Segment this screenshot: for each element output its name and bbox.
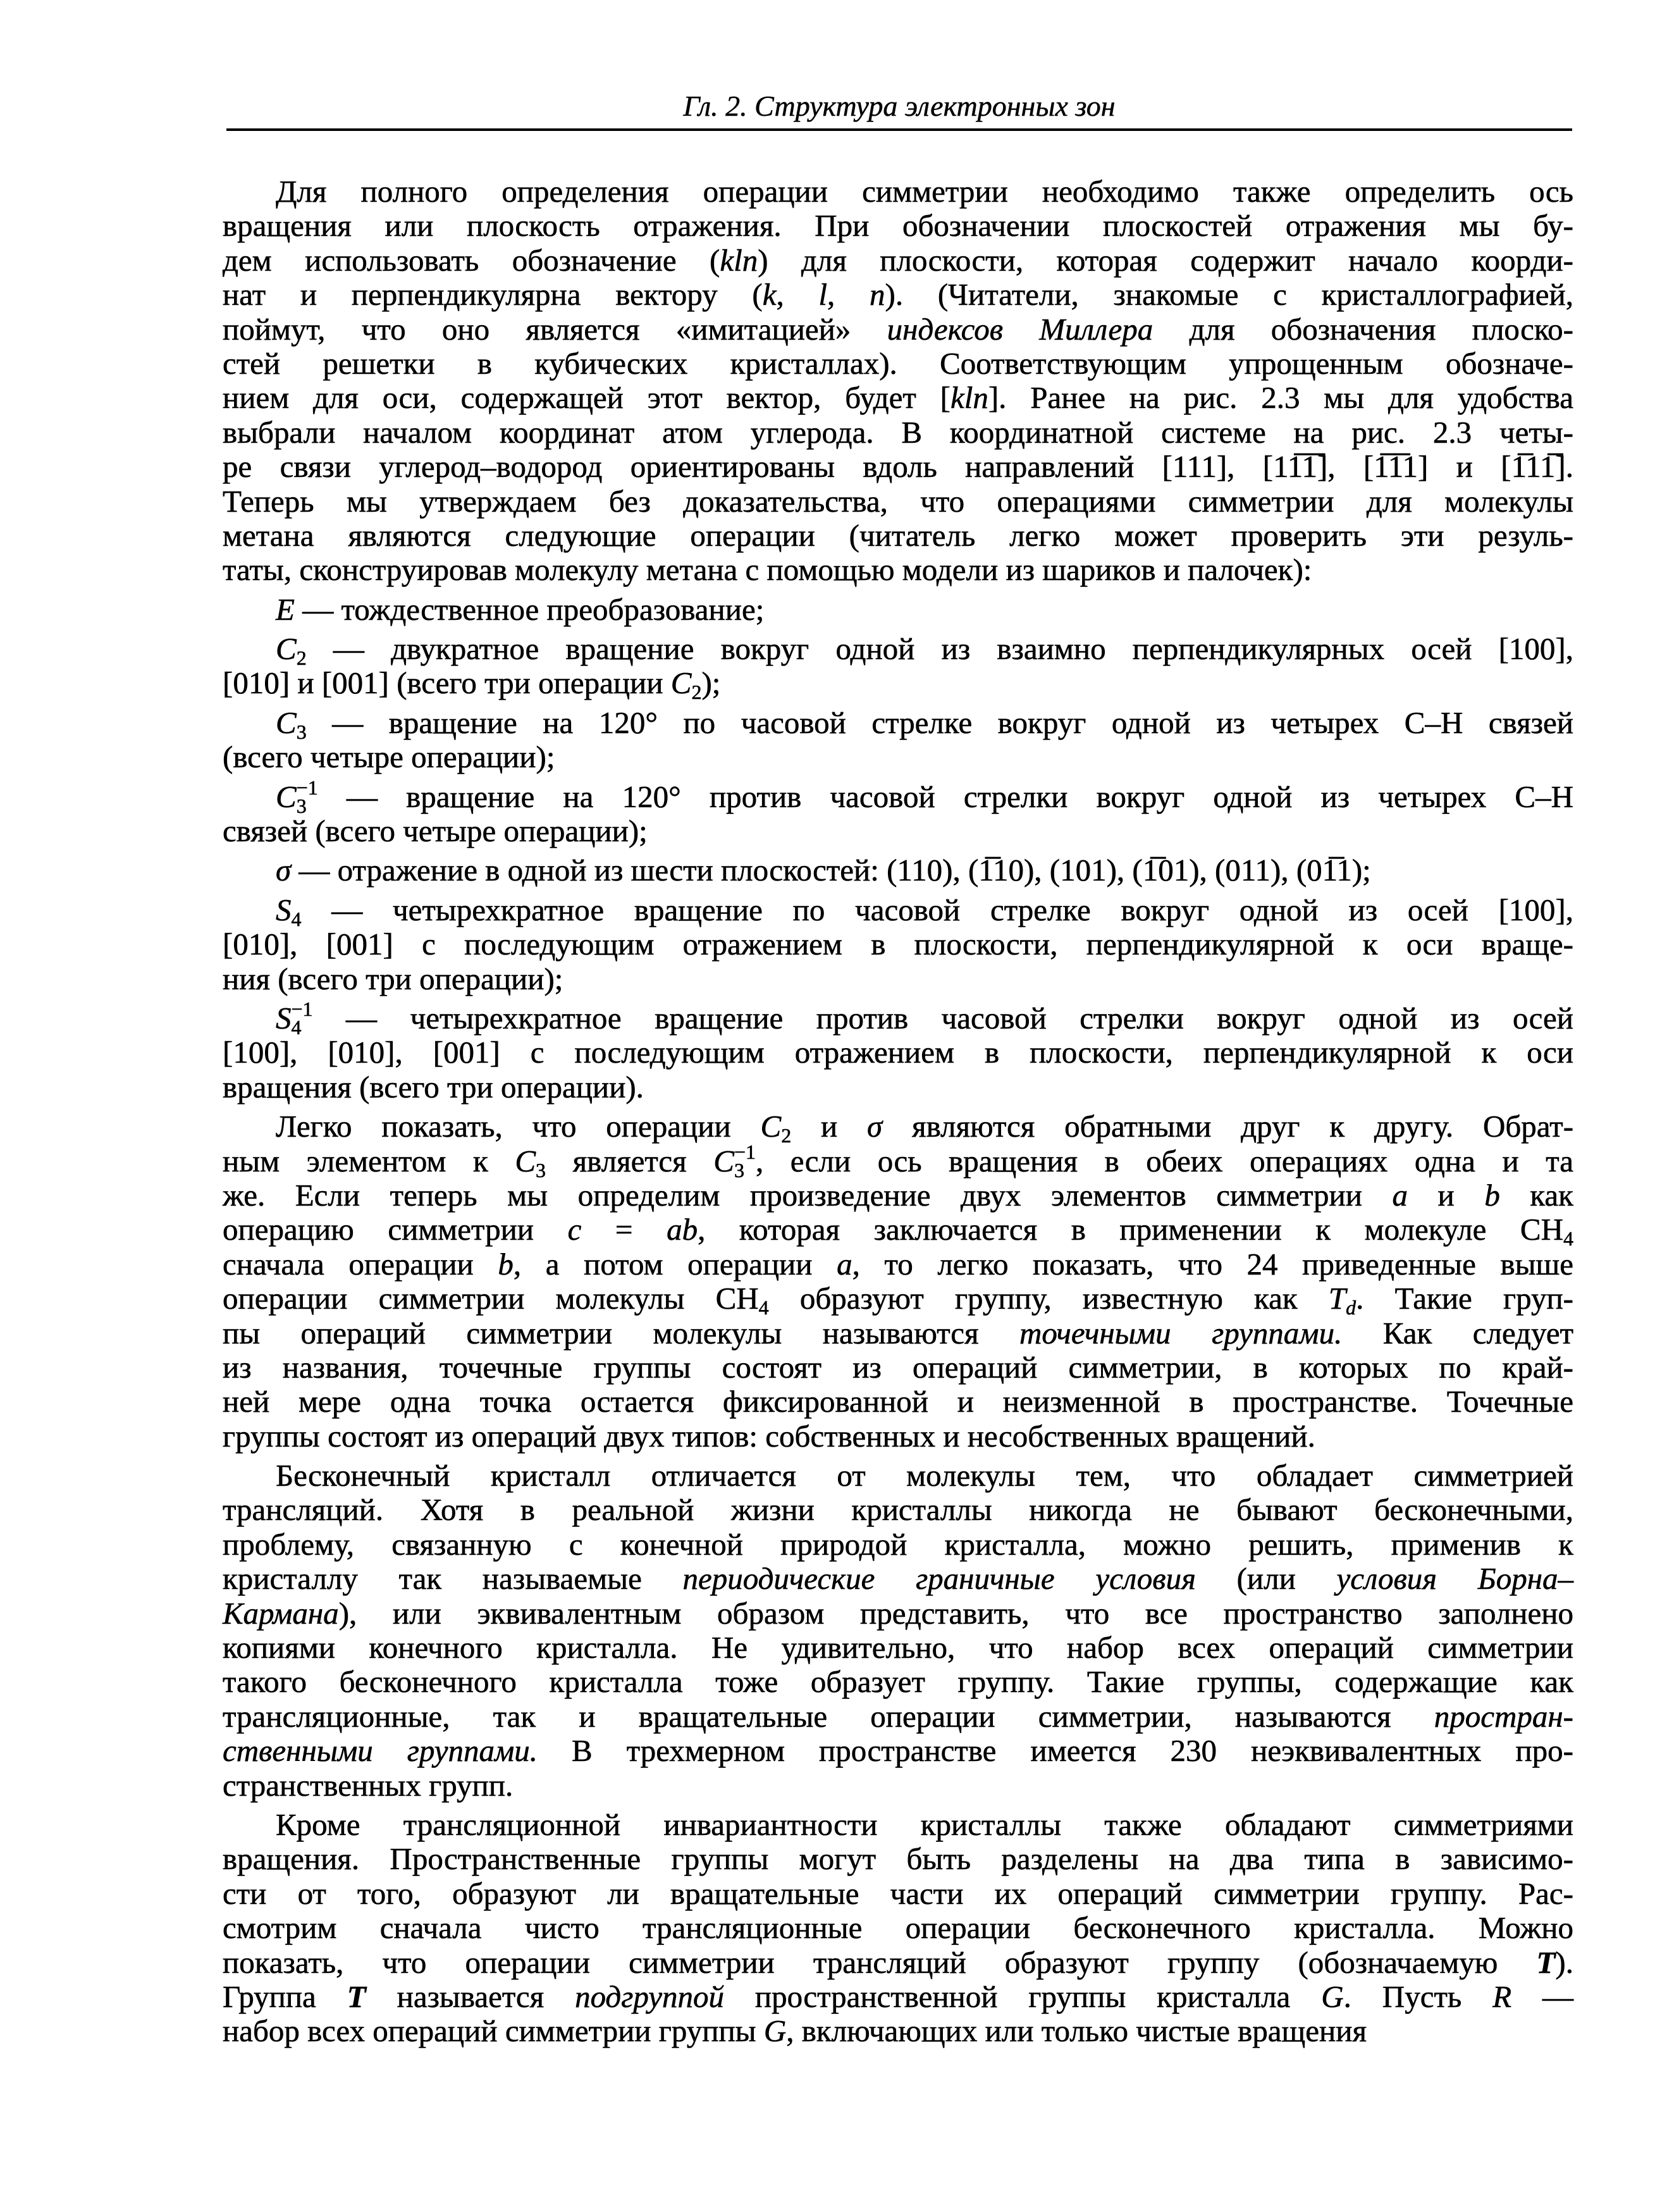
emphasis-text: kln: [950, 380, 988, 416]
text-run: ре связи углерод–водород ориентированы вдоль направлений [111], [11̅1̅], [1̅1̅1] и [1̅11̅].: [223, 449, 1573, 485]
text-run: — вращение на 120° по часовой стрелке вокруг одной из четырех C–H связей: [306, 705, 1573, 740]
text-run: пространственной группы кристалла: [723, 1979, 1322, 2014]
text-run: странственных групп.: [223, 1767, 514, 1803]
text-line: [223, 1035, 1573, 1070]
text-line: [223, 553, 1573, 587]
body-text: [223, 175, 1573, 2049]
emphasis-text: C: [276, 631, 297, 667]
emphasis-text: C: [276, 779, 297, 814]
text-run: ).: [1555, 1944, 1573, 1980]
emphasis-text: a: [1392, 1177, 1408, 1213]
text-run: ней мере одна точка остается фиксированной и неизменной в пространстве. Точечные: [223, 1384, 1573, 1419]
running-head: Гл. 2. Структура электронных зон: [683, 90, 1116, 122]
text-run: [100], [010], [001] с последующим отражением в плоскости, перпендикулярной к оси: [223, 1035, 1573, 1070]
text-line: [223, 1769, 1573, 1803]
emphasis-text: c: [567, 1212, 582, 1247]
text-run: Как следует: [1342, 1315, 1573, 1350]
text-line: [223, 814, 1573, 848]
text-run: из названия, точечные группы состоят из операций симметрии, в которых по край-: [223, 1349, 1573, 1385]
subscript: 2: [781, 1124, 792, 1147]
text-line: [223, 1700, 1573, 1734]
emphasis-text: E: [276, 591, 295, 627]
emphasis-text: σ: [867, 1109, 883, 1144]
text-run: ), или эквивалентным образом представить, что все пространство заполнено: [338, 1595, 1573, 1631]
emphasis-text: T: [1328, 1281, 1346, 1316]
text-line: [223, 1842, 1573, 1876]
text-line: [223, 1109, 1574, 1147]
text-run: показать, что операции симметрии трансляций образуют группу (обозначаемую: [223, 1944, 1537, 1980]
text-run: [010] и [001] (всего три операции: [223, 665, 671, 701]
emphasis-text: C: [515, 1143, 536, 1178]
subscript: 3: [296, 794, 307, 817]
paragraph: [223, 1808, 1573, 2049]
text-run: Кроме трансляционной инвариантности кристаллы также обладают симметриями: [276, 1807, 1573, 1842]
text-run: Группа: [223, 1979, 347, 2014]
text-line: [223, 927, 1573, 961]
text-run: проблему, связанную с конечной природой кристалла, можно решить, применив к: [223, 1526, 1573, 1562]
emphasis-text: R: [1492, 1979, 1512, 2014]
paragraph: [223, 997, 1573, 1104]
text-run: (или: [1195, 1561, 1337, 1597]
text-line: [223, 665, 1573, 704]
text-run: — тождественное преобразование;: [294, 591, 765, 627]
emphasis-text: C: [713, 1143, 734, 1178]
text-line: [223, 1528, 1573, 1562]
emphasis-text: C: [276, 705, 297, 740]
text-run: является: [546, 1143, 714, 1178]
emphasis-text: G: [1321, 1979, 1344, 2014]
text-line: [223, 312, 1573, 347]
text-run: Легко показать, что операции: [276, 1109, 761, 1144]
text-line: [223, 278, 1573, 312]
text-line: [223, 1946, 1573, 1980]
subscript: d: [1346, 1296, 1357, 1319]
emphasis-text: k: [762, 277, 777, 312]
text-run: ]. Ранее на рис. 2.3 мы для удобства: [988, 380, 1573, 416]
emphasis-text: Кармана: [223, 1595, 339, 1631]
text-run: трансляций. Хотя в реальной жизни кристаллы никогда не бывают бесконечными,: [223, 1492, 1573, 1528]
text-line: [223, 381, 1573, 415]
subscript: 3: [734, 1158, 744, 1182]
text-run: сначала операции: [223, 1246, 498, 1282]
text-line: [223, 1350, 1573, 1385]
text-run: таты, сконструировав молекулу метана с помощью модели из шариков и палочек):: [223, 552, 1312, 588]
subscript: 2: [296, 646, 307, 670]
text-run: =: [581, 1212, 667, 1247]
subscript: 4: [1563, 1227, 1574, 1251]
text-line: [223, 1385, 1573, 1419]
text-run: , включающих или только чистые вращения: [786, 2013, 1367, 2049]
paragraph: [223, 593, 1573, 627]
text-run: кристаллу так называемые: [223, 1561, 683, 1597]
text-run: Теперь мы утверждаем без доказательства, что операциями симметрии для молекулы: [223, 483, 1573, 519]
emphasis-text: простран-: [1434, 1698, 1573, 1734]
text-line: [223, 1419, 1573, 1454]
emphasis-text: G: [763, 2013, 787, 2049]
text-run: ,: [776, 277, 819, 312]
text-line: [223, 244, 1573, 278]
text-run: дем использовать обозначение (: [223, 242, 720, 278]
paragraph: [223, 1109, 1573, 1454]
emphasis-text: T: [1536, 1944, 1556, 1980]
text-run: стей решетки в кубических кристаллах). Соответствующим упрощенным обозначе-: [223, 345, 1573, 381]
emphasis-text: b: [498, 1246, 514, 1282]
text-line: [223, 962, 1573, 996]
text-run: — четырехкратное вращение по часовой стрелке вокруг одной из осей [100],: [301, 892, 1573, 927]
text-run: метана являются следующие операции (читатель легко может проверить эти резуль-: [223, 517, 1573, 553]
emphasis-text: C: [670, 665, 692, 701]
emphasis-text: условия Борна–: [1336, 1561, 1573, 1597]
text-line: [223, 1980, 1573, 2014]
text-run: нат и перпендикулярна вектору (: [223, 277, 763, 312]
text-line: [223, 485, 1573, 519]
text-line: [223, 1597, 1573, 1631]
text-line: [223, 1247, 1573, 1282]
text-line: [223, 1493, 1573, 1527]
emphasis-text: периодические граничные условия: [682, 1561, 1196, 1597]
text-run: — отражение в одной из шести плоскостей: (110), (1̅10), (101), (1̅01), (011), (01̅1);: [291, 853, 1371, 888]
subscript: 2: [691, 681, 702, 704]
text-run: — четырехкратное вращение против часовой стрелки вокруг одной из осей: [312, 1000, 1573, 1035]
text-line: [223, 1281, 1574, 1319]
paragraph: [223, 631, 1573, 704]
text-run: копиями конечного кристалла. Не удивительно, что набор всех операций симметрии: [223, 1630, 1573, 1665]
text-run: такого бесконечного кристалла тоже образует группу. Такие группы, содержащие как: [223, 1664, 1573, 1700]
emphasis-text: T: [347, 1979, 366, 2014]
text-line: [223, 1734, 1573, 1768]
text-line: [223, 740, 1573, 774]
text-run: , то легко показать, что 24 приведенные выше: [852, 1246, 1573, 1282]
header-rule: [226, 128, 1572, 131]
text-line: [223, 853, 1573, 887]
text-run: и: [791, 1109, 868, 1144]
text-run: являются обратными друг к другу. Обрат-: [882, 1109, 1574, 1144]
subscript: 4: [291, 907, 302, 930]
text-run: и: [1408, 1177, 1485, 1213]
emphasis-text: S: [276, 1000, 292, 1035]
emphasis-text: индексов Миллера: [887, 311, 1154, 347]
text-line: [223, 1212, 1574, 1251]
paragraph: [223, 175, 1573, 588]
text-run: набор всех операций симметрии группы: [223, 2013, 764, 2049]
emphasis-text: b: [1484, 1177, 1500, 1213]
text-run: поймут, что оно является «имитацией»: [223, 311, 887, 347]
text-line: [223, 593, 1573, 627]
text-line: [223, 892, 1573, 930]
text-line: [223, 1140, 1573, 1182]
paragraph: [223, 775, 1573, 849]
superscript: −1: [734, 1140, 756, 1163]
paragraph: [223, 893, 1573, 996]
text-line: [223, 705, 1573, 743]
text-run: вращения или плоскость отражения. При обозначении плоскостей отражения мы бу-: [223, 208, 1573, 244]
emphasis-text: l: [818, 277, 828, 312]
text-line: [223, 416, 1573, 450]
emphasis-text: kln: [720, 242, 758, 278]
text-run: . Пусть: [1343, 1979, 1493, 2014]
text-run: ) для плоскости, которая содержит начало коорди-: [758, 242, 1573, 278]
text-run: ). (Читатели, знакомые с кристаллографией,: [885, 277, 1574, 312]
emphasis-text: точечными группами.: [1019, 1315, 1343, 1350]
text-run: вращения. Пространственные группы могут быть разделены на два типа в зависимо-: [223, 1841, 1573, 1877]
text-run: пы операций симметрии молекулы называются: [223, 1315, 1019, 1350]
text-run: , которая заключается в применении к молекуле CH: [698, 1212, 1564, 1247]
text-line: [223, 347, 1573, 381]
text-run: ным элементом к: [223, 1143, 515, 1178]
text-run: выбрали началом координат атом углерода. В координатной системе на рис. 2.3 четы-: [223, 414, 1573, 450]
text-run: нием для оси, содержащей этот вектор, будет [: [223, 380, 951, 416]
text-run: );: [701, 665, 721, 701]
text-run: , а потом операции: [513, 1246, 837, 1282]
text-line: [223, 775, 1573, 817]
text-run: же. Если теперь мы определим произведение двух элементов симметрии: [223, 1177, 1393, 1213]
emphasis-text: подгруппой: [575, 1979, 724, 2014]
text-run: . Такие груп-: [1356, 1281, 1574, 1316]
text-line: [223, 450, 1573, 484]
text-run: называется: [366, 1979, 575, 2014]
emphasis-text: C: [760, 1109, 782, 1144]
text-line: [223, 631, 1573, 670]
emphasis-text: ственными группами.: [223, 1733, 538, 1769]
superscript: −1: [291, 997, 313, 1020]
text-run: группы состоят из операций двух типов: собственных и несобственных вращений.: [223, 1418, 1315, 1454]
text-line: [223, 1911, 1573, 1945]
text-run: [010], [001] с последующим отражением в плоскости, перпендикулярной к оси враще-: [223, 927, 1573, 962]
text-line: [223, 1631, 1573, 1665]
text-run: — двукратное вращение вокруг одной из взаимно перпендикулярных осей [100],: [306, 631, 1573, 667]
paragraph: [223, 706, 1573, 775]
text-run: смотрим сначала чисто трансляционные операции бесконечного кристалла. Можно: [223, 1910, 1573, 1946]
text-run: Бесконечный кристалл отличается от молекулы тем, что обладает симметрией: [276, 1458, 1573, 1493]
paragraph: [223, 1459, 1573, 1803]
emphasis-text: n: [870, 277, 885, 312]
text-line: [223, 1459, 1573, 1493]
text-run: — вращение на 120° против часовой стрелки вокруг одной из четырех C–H: [317, 779, 1573, 814]
text-run: В трехмерном пространстве имеется 230 неэквивалентных про-: [538, 1733, 1573, 1769]
text-run: связей (всего четыре операции);: [223, 813, 648, 849]
text-run: ния (всего три операции);: [223, 961, 563, 996]
text-run: трансляционные, так и вращательные операции симметрии, называются: [223, 1698, 1434, 1734]
text-line: [223, 519, 1573, 553]
emphasis-text: S: [276, 892, 292, 927]
emphasis-text: σ: [276, 853, 292, 888]
text-run: для обозначения плоско-: [1153, 311, 1573, 347]
text-line: [223, 997, 1573, 1039]
text-line: [223, 175, 1573, 209]
text-line: [223, 1562, 1573, 1596]
emphasis-text: ab: [667, 1212, 698, 1247]
text-run: Для полного определения операции симметрии необходимо также определить ось: [276, 174, 1573, 209]
text-line: [223, 1665, 1573, 1699]
text-run: , если ось вращения в обеих операциях одна и та: [755, 1143, 1573, 1178]
emphasis-text: a: [837, 1246, 852, 1282]
subscript: 4: [291, 1015, 302, 1039]
text-run: операции симметрии молекулы CH: [223, 1281, 759, 1316]
text-run: образуют группу, известную как: [768, 1281, 1329, 1316]
superscript: −1: [296, 775, 318, 799]
text-line: [223, 1877, 1573, 1911]
text-line: [223, 1316, 1573, 1350]
text-run: вращения (всего три операции).: [223, 1069, 644, 1104]
text-run: —: [1511, 1979, 1574, 2014]
text-line: [223, 1070, 1573, 1104]
subscript: 3: [296, 720, 307, 743]
text-line: [223, 2014, 1573, 2048]
text-run: (всего четыре операции);: [223, 739, 555, 775]
subscript: 4: [758, 1296, 769, 1319]
text-run: ,: [827, 277, 870, 312]
text-line: [223, 209, 1573, 243]
text-run: операцию симметрии: [223, 1212, 568, 1247]
subscript: 3: [536, 1158, 546, 1182]
text-run: сти от того, образуют ли вращательные части их операций симметрии группу. Рас-: [223, 1875, 1573, 1911]
text-run: как: [1499, 1177, 1573, 1213]
text-line: [223, 1178, 1573, 1213]
text-line: [223, 1808, 1573, 1842]
paragraph: [223, 853, 1573, 887]
